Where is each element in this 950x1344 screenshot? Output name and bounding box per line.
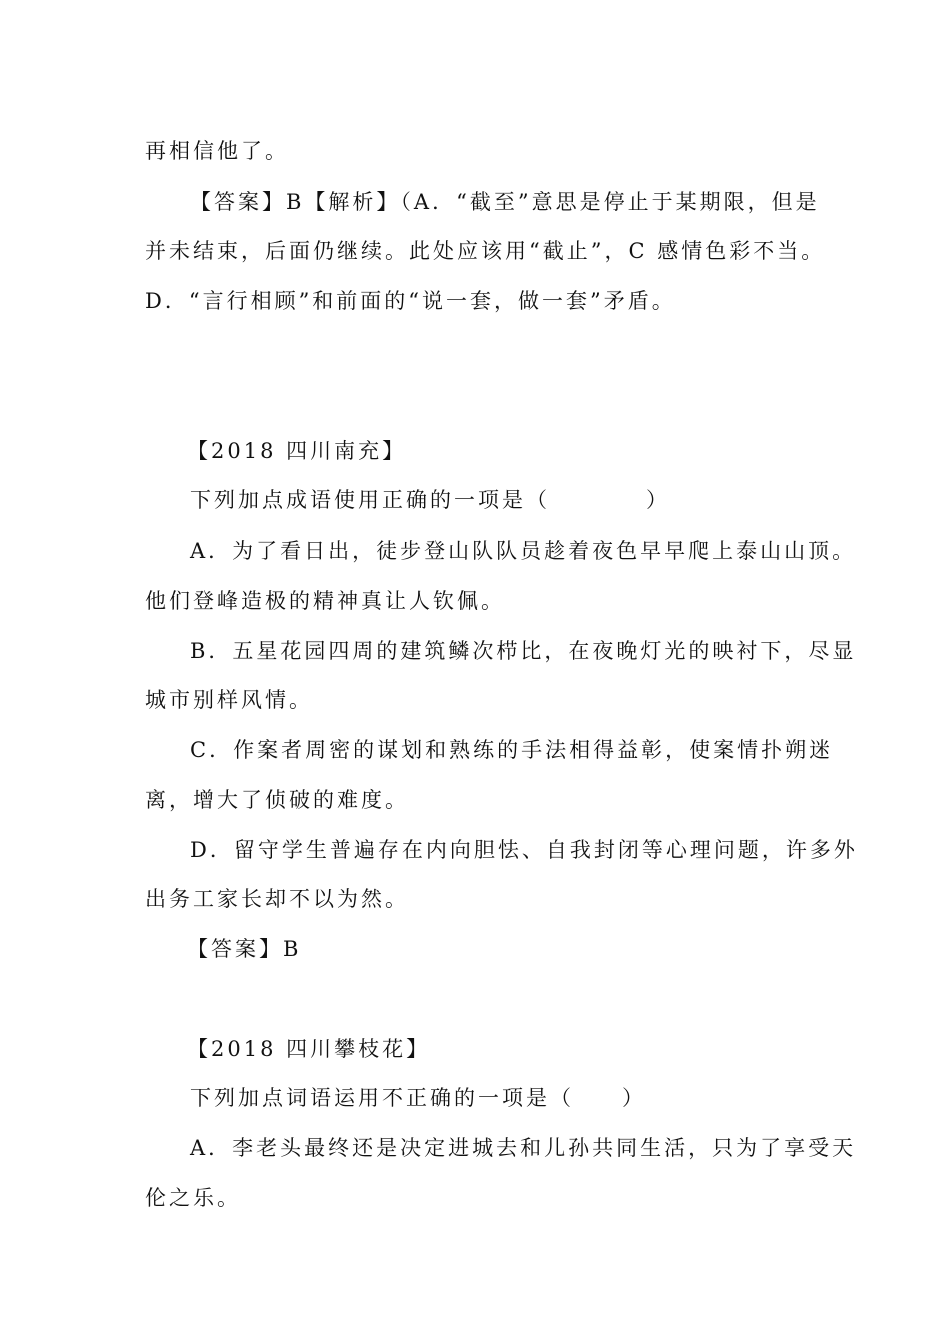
question-2-option-a-line-2: 他们登峰造极的精神真让人钦佩。 xyxy=(145,589,505,613)
question-2-option-a-line-1: A．为了看日出，徒步登山队队员趁着夜色早早爬上泰山山顶。 xyxy=(190,539,857,563)
question-2-source: 【2018 四川南充】 xyxy=(187,439,407,463)
question-2-option-b-line-1: B．五星花园四周的建筑鳞次栉比，在夜晚灯光的映衬下，尽显 xyxy=(190,639,857,663)
question-2-option-b-line-2: 城市别样风情。 xyxy=(145,688,313,712)
question-2-stem: 下列加点成语使用正确的一项是（ ） xyxy=(190,488,670,512)
question-2-option-d-line-2: 出务工家长却不以为然。 xyxy=(145,887,409,911)
question-3-option-a-line-2: 伦之乐。 xyxy=(145,1186,241,1210)
question-3-stem: 下列加点词语运用不正确的一项是（ ） xyxy=(190,1086,646,1110)
question-2-option-c-line-1: C．作案者周密的谋划和熟练的手法相得益彰，使案情扑朔迷 xyxy=(190,738,834,762)
question-2-answer: 【答案】B xyxy=(187,937,302,961)
question-2-option-d-line-1: D．留守学生普遍存在内向胆怯、自我封闭等心理问题，许多外 xyxy=(190,838,858,862)
question-2-option-c-line-2: 离，增大了侦破的难度。 xyxy=(145,788,409,812)
answer-explanation-line-1: 【答案】B【解析】（A．“截至”意思是停止于某期限，但是 xyxy=(190,190,820,214)
continuation-text: 再相信他了。 xyxy=(145,139,289,163)
answer-explanation-line-3: D．“言行相顾”和前面的“说一套，做一套”矛盾。 xyxy=(145,289,676,313)
answer-explanation-line-2: 并未结束，后面仍继续。此处应该用“截止”，C 感情色彩不当。 xyxy=(145,239,826,263)
question-3-option-a-line-1: A．李老头最终还是决定进城去和儿孙共同生活，只为了享受天 xyxy=(190,1136,857,1160)
question-3-source: 【2018 四川攀枝花】 xyxy=(187,1037,431,1061)
